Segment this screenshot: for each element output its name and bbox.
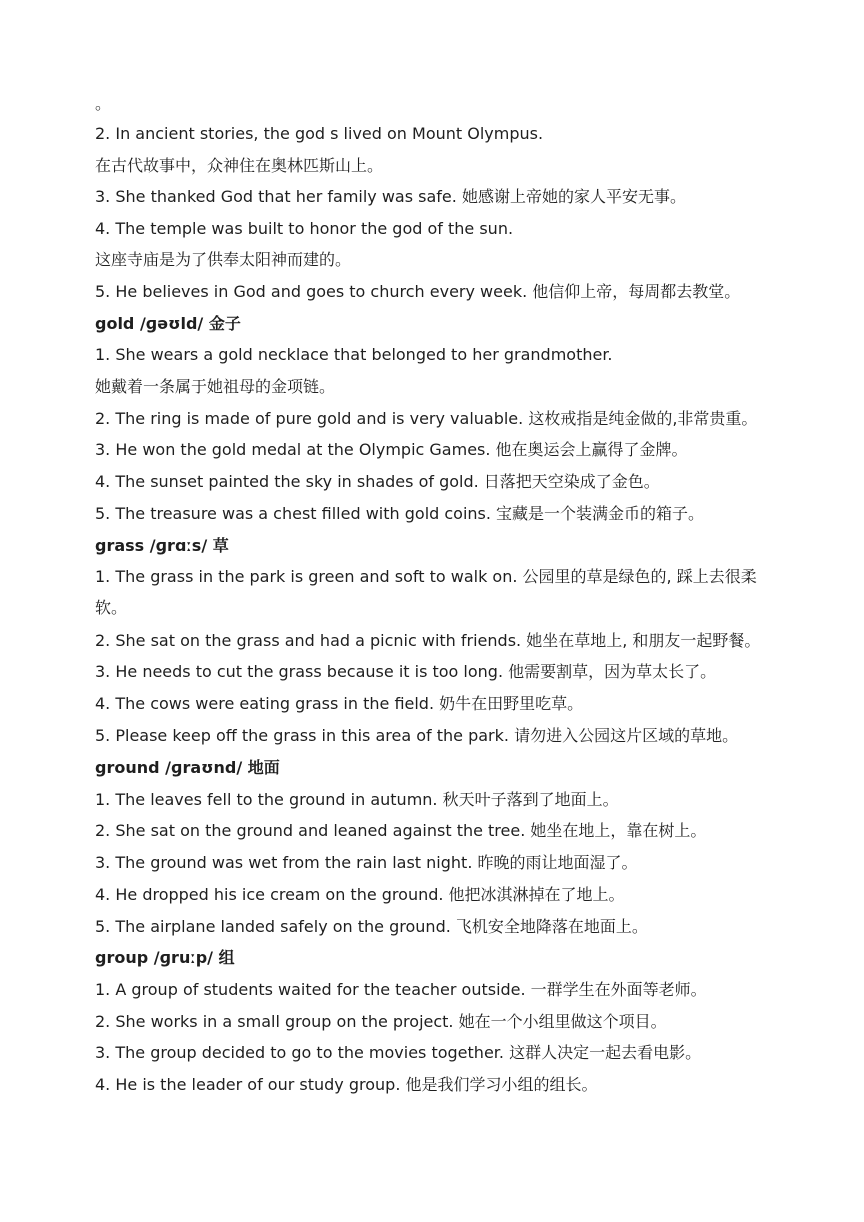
word-heading: ground /ɡraʊnd/ 地面 bbox=[95, 758, 280, 777]
text-line: 2. In ancient stories, the god s lived on Mount Olympus. bbox=[95, 124, 544, 143]
text-line: 4. He is the leader of our study group. 他是我们学习小组的组长。 bbox=[95, 1075, 598, 1094]
text-line: 4. The cows were eating grass in the field. 奶牛在田野里吃草。 bbox=[95, 694, 584, 713]
text-line: 1. A group of students waited for the teacher outside. 一群学生在外面等老师。 bbox=[95, 980, 707, 999]
text-line: 2. She sat on the grass and had a picnic with friends. 她坐在草地上, 和朋友一起野餐。 bbox=[95, 631, 761, 650]
text-line: 这座寺庙是为了供奉太阳神而建的。 bbox=[95, 250, 352, 269]
text-line: 1. The grass in the park is green and soft to walk on. 公园里的草是绿色的, 踩上去很柔 bbox=[95, 567, 757, 586]
text-line: 。 bbox=[95, 94, 112, 113]
text-line: 她戴着一条属于她祖母的金项链。 bbox=[95, 377, 336, 396]
text-line: 3. She thanked God that her family was safe. 她感谢上帝她的家人平安无事。 bbox=[95, 187, 686, 206]
text-line: 1. The leaves fell to the ground in autumn. 秋天叶子落到了地面上。 bbox=[95, 790, 619, 809]
text-line: 2. She works in a small group on the project. 她在一个小组里做这个项目。 bbox=[95, 1012, 667, 1031]
text-line: 3. The ground was wet from the rain last night. 昨晚的雨让地面湿了。 bbox=[95, 853, 638, 872]
word-heading: grass /ɡrɑːs/ 草 bbox=[95, 536, 229, 555]
text-line: 4. The sunset painted the sky in shades of gold. 日落把天空染成了金色。 bbox=[95, 472, 660, 491]
text-line: 5. The treasure was a chest filled with gold coins. 宝藏是一个装满金币的箱子。 bbox=[95, 504, 705, 523]
word-heading: gold /ɡəʊld/ 金子 bbox=[95, 314, 241, 333]
text-line: 1. She wears a gold necklace that belonged to her grandmother. bbox=[95, 345, 613, 364]
text-line: 3. He needs to cut the grass because it is too long. 他需要割草，因为草太长了。 bbox=[95, 662, 717, 681]
text-line: 5. He believes in God and goes to church every week. 他信仰上帝，每周都去教堂。 bbox=[95, 282, 741, 301]
text-line: 在古代故事中，众神住在奥林匹斯山上。 bbox=[95, 156, 384, 175]
text-line: 3. He won the gold medal at the Olympic Games. 他在奥运会上赢得了金牌。 bbox=[95, 440, 688, 459]
text-line: 4. He dropped his ice cream on the ground. 他把冰淇淋掉在了地上。 bbox=[95, 885, 625, 904]
word-heading: group /ɡruːp/ 组 bbox=[95, 948, 235, 967]
text-line: 4. The temple was built to honor the god of the sun. bbox=[95, 219, 514, 238]
text-line: 2. The ring is made of pure gold and is very valuable. 这枚戒指是纯金做的,非常贵重。 bbox=[95, 409, 758, 428]
text-line: 5. The airplane landed safely on the ground. 飞机安全地降落在地面上。 bbox=[95, 917, 648, 936]
text-line: 2. She sat on the ground and leaned against the tree. 她坐在地上，靠在树上。 bbox=[95, 821, 707, 840]
text-line: 软。 bbox=[95, 598, 128, 617]
text-line: 5. Please keep off the grass in this area of the park. 请勿进入公园这片区域的草地。 bbox=[95, 726, 739, 745]
text-line: 3. The group decided to go to the movies together. 这群人决定一起去看电影。 bbox=[95, 1043, 702, 1062]
